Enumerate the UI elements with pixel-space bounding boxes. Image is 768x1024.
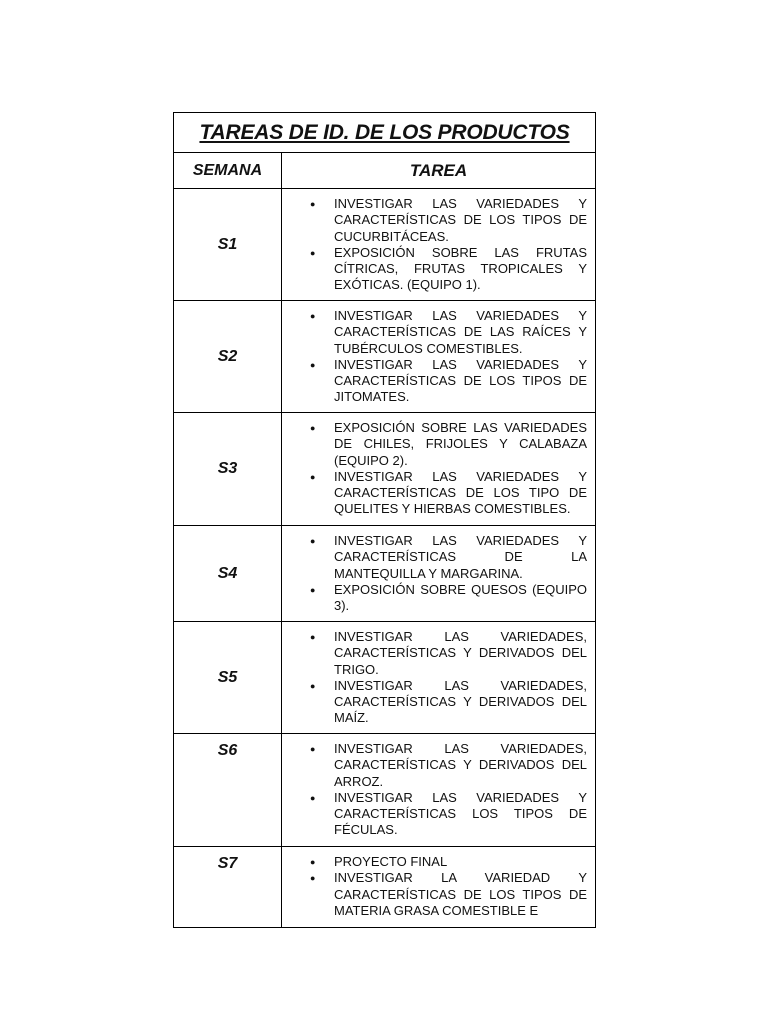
task-cell [282, 189, 595, 300]
table-title: TAREAS DE ID. DE LOS PRODUCTOS [199, 120, 570, 144]
task-cell [282, 847, 595, 927]
task-list [282, 734, 595, 842]
task-item: ● PROYECTO FINAL [334, 854, 587, 870]
table-row [174, 622, 595, 734]
table-row [174, 526, 595, 622]
task-list [282, 413, 595, 521]
week-cell: S3 [174, 413, 282, 525]
task-item: ● INVESTIGAR LAS VARIEDADES, CARACTERÍSTICAS Y DERIVADOS DEL TRIGO. [334, 629, 587, 678]
task-item: ● EXPOSICIÓN SOBRE LAS VARIEDADES DE CHILES, FRIJOLES Y CALABAZA (EQUIPO 2). [334, 420, 587, 469]
task-item: ● INVESTIGAR LA VARIEDAD Y CARACTERÍSTICAS DE LOS TIPOS DE MATERIA GRASA COMESTIBLE E [334, 870, 587, 919]
week-cell: S6 [174, 734, 282, 846]
table-row [174, 413, 595, 526]
task-cell [282, 622, 595, 733]
task-item: ● INVESTIGAR LAS VARIEDADES, CARACTERÍSTICAS Y DERIVADOS DEL ARROZ. [334, 741, 587, 790]
task-list [282, 301, 595, 409]
task-item: ● INVESTIGAR LAS VARIEDADES Y CARACTERÍSTICAS DE LOS TIPOS DE JITOMATES. [334, 357, 587, 406]
table-row [174, 847, 595, 927]
task-cell [282, 413, 595, 525]
week-cell: S7 [174, 847, 282, 927]
task-cell [282, 734, 595, 846]
table-header-row [174, 153, 595, 189]
header-task: TAREA [409, 160, 468, 180]
task-item: ● INVESTIGAR LAS VARIEDADES Y CARACTERÍSTICAS DE LOS TIPOS DE CUCURBITÁCEAS. [334, 196, 587, 245]
table-title-row [174, 113, 595, 153]
task-list [282, 189, 595, 297]
table-row [174, 189, 595, 301]
task-list [282, 622, 595, 730]
task-item: ● INVESTIGAR LAS VARIEDADES Y CARACTERÍSTICAS DE LAS RAÍCES Y TUBÉRCULOS COMESTIBLES. [334, 308, 587, 357]
task-item: ● INVESTIGAR LAS VARIEDADES Y CARACTERÍSTICAS DE LA MANTEQUILLA Y MARGARINA. [334, 533, 587, 582]
task-item: ● INVESTIGAR LAS VARIEDADES, CARACTERÍSTICAS Y DERIVADOS DEL MAÍZ. [334, 678, 587, 727]
task-list [282, 847, 595, 922]
task-list [282, 526, 595, 617]
task-cell [282, 526, 595, 621]
header-week: SEMANA [174, 153, 282, 188]
task-item: ● EXPOSICIÓN SOBRE QUESOS (EQUIPO 3). [334, 582, 587, 615]
table-row [174, 734, 595, 847]
table-row [174, 301, 595, 413]
task-item: ● INVESTIGAR LAS VARIEDADES Y CARACTERÍSTICAS DE LOS TIPO DE QUELITES Y HIERBAS COMESTIBLES. [334, 469, 587, 518]
task-item: ● INVESTIGAR LAS VARIEDADES Y CARACTERÍSTICAS LOS TIPOS DE FÉCULAS. [334, 790, 587, 839]
task-item: ● EXPOSICIÓN SOBRE LAS FRUTAS CÍTRICAS, FRUTAS TROPICALES Y EXÓTICAS. (EQUIPO 1). [334, 245, 587, 294]
week-cell: S5 [174, 622, 282, 733]
week-cell: S1 [174, 189, 282, 300]
week-cell: S4 [174, 526, 282, 621]
task-cell [282, 301, 595, 412]
tasks-table [173, 112, 596, 928]
week-cell: S2 [174, 301, 282, 412]
